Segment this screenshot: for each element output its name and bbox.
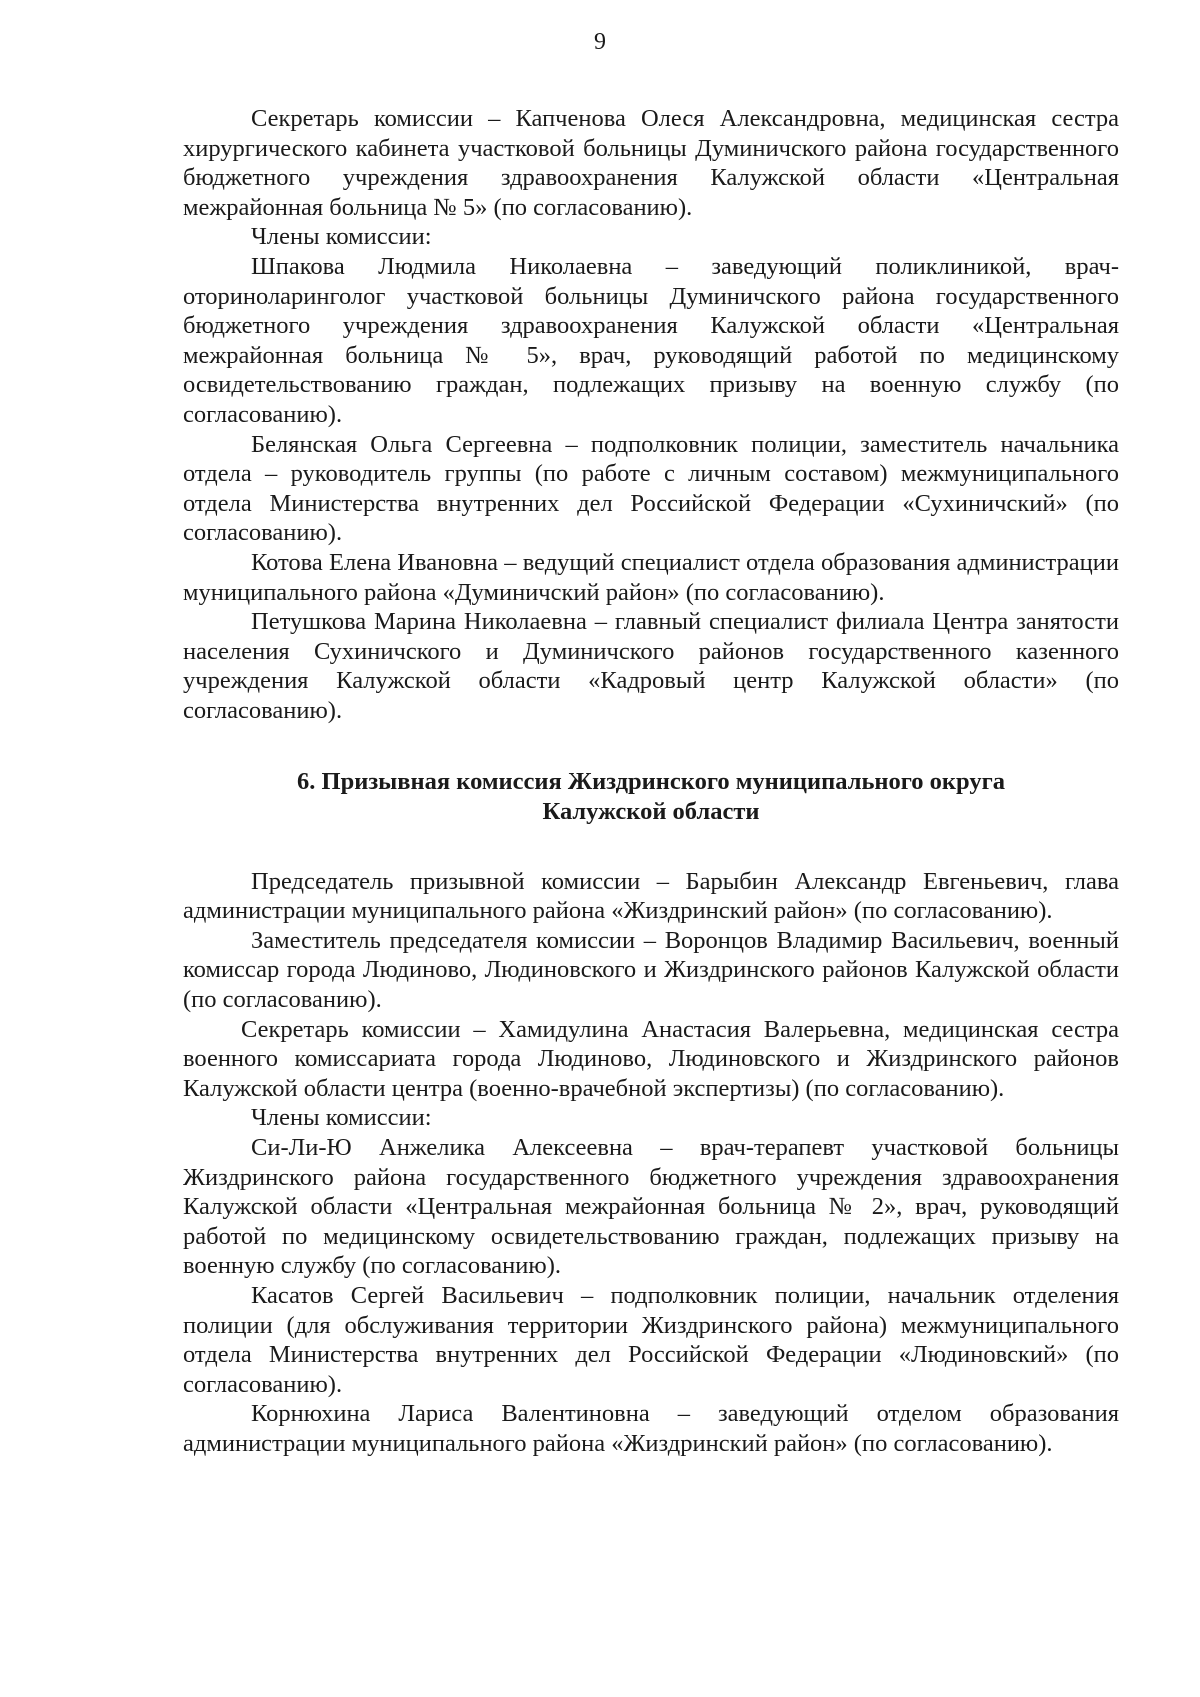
section-heading-line-1: 6. Призывная комиссия Жиздринского муниципального округа <box>297 768 1005 796</box>
paragraph-member-shpakova: Шпакова Людмила Николаевна – заведующий поликлиникой, врач-оториноларинголог участковой больницы Думиничского района государственного бюджетного учреждения здравоохранения Калужской области «Центральная межрайонная больница № 5», врач, руководящий работой по медицинскому освидетельствованию граждан, подлежащих призыву на военную службу (по согласованию). <box>183 252 1119 428</box>
paragraph-member-belyanskaya: Белянская Ольга Сергеевна – подполковник полиции, заместитель начальника отдела – руководитель группы (по работе с личным составом) межмуниципального отдела Министерства внутренних дел Российской Федерации «Сухиничский» (по согласованию). <box>183 430 1119 547</box>
section-heading <box>183 767 1119 826</box>
paragraph-member-petushkova: Петушкова Марина Николаевна – главный специалист филиала Центра занятости населения Сухиничского и Думиничского районов государственного казенного учреждения Калужской области «Кадровый центр Калужской области» (по согласованию). <box>183 608 1119 724</box>
paragraph-secretary-duminichi: Секретарь комиссии – Капченова Олеся Александровна, медицинская сестра хирургического кабинета участковой больницы Думиничского района государственного бюджетного учреждения здравоохранения Калужской области «Центральная межрайонная больница № 5» (по согласованию). <box>183 105 1119 221</box>
paragraph-member-kornyukhina: Корнюхина Лариса Валентиновна – заведующий отделом образования администрации муниципального района «Жиздринский район» (по согласованию). <box>183 1400 1119 1457</box>
document-body <box>183 104 1119 1459</box>
section-heading-line-2: Калужской области <box>542 798 760 826</box>
paragraph-member-kasatov: Касатов Сергей Васильевич – подполковник полиции, начальник отделения полиции (для обслуживания территории Жиздринского района) межмуниципального отдела Министерства внутренних дел Российской Федерации «Людиновский» (по согласованию). <box>183 1281 1119 1398</box>
paragraph-chairman: Председатель призывной комиссии – Барыбин Александр Евгеньевич, глава администрации муниципального района «Жиздринский район» (по согласованию). <box>183 867 1119 925</box>
paragraph-member-si-li-yu: Си-Ли-Ю Анжелика Алексеевна – врач-терапевт участковой больницы Жиздринского района государственного бюджетного учреждения здравоохранения Калужской области «Центральная межрайонная больница № 2», врач, руководящий работой по медицинскому освидетельствованию граждан, подлежащих призыву на военную службу (по согласованию). <box>183 1134 1119 1280</box>
page-number: 9 <box>594 29 606 55</box>
paragraph-members-label-zhizdra: Члены комиссии: <box>251 1104 432 1132</box>
paragraph-member-kotova: Котова Елена Ивановна – ведущий специалист отдела образования администрации муниципального района «Думиничский район» (по согласованию). <box>183 548 1119 606</box>
paragraph-secretary-zhizdra: Секретарь комиссии – Хамидулина Анастасия Валерьевна, медицинская сестра военного комиссариата города Людиново, Людиновского и Жиздринского районов Калужской области центра (военно-врачебной экспертизы) (по согласованию). <box>183 1015 1119 1102</box>
paragraph-deputy-chairman: Заместитель председателя комиссии – Воронцов Владимир Васильевич, военный комиссар города Людиново, Людиновского и Жиздринского районов Калужской области (по согласованию). <box>183 926 1119 1014</box>
paragraph-members-label-duminichi: Члены комиссии: <box>251 223 432 251</box>
